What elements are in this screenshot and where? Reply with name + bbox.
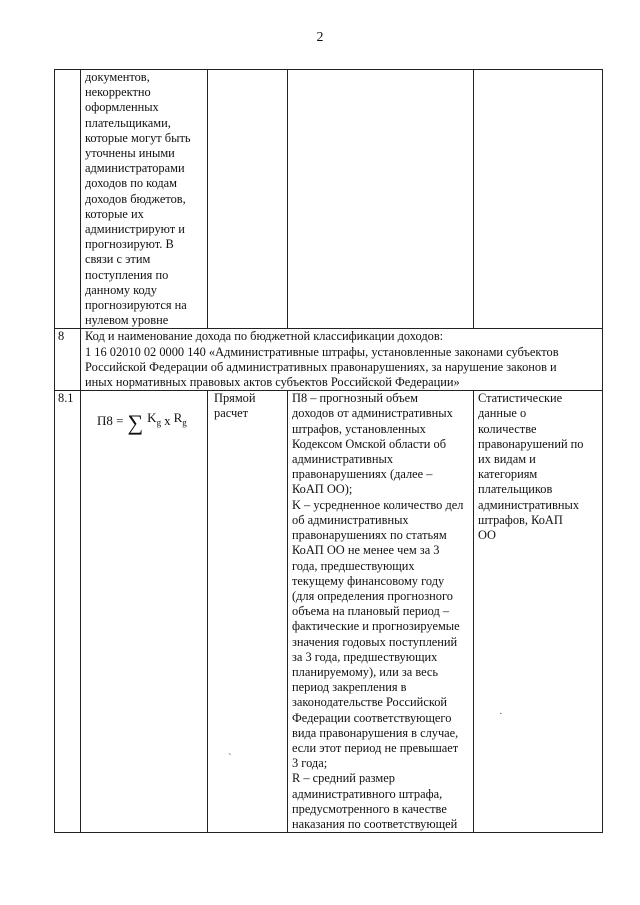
section-number: 8: [58, 329, 65, 344]
income-methods-table: [54, 69, 603, 833]
method-text: Прямой расчет: [214, 391, 256, 421]
formula-k: $K_g$: [147, 410, 162, 428]
cell-number-empty: [55, 70, 81, 329]
cell-method-empty: [208, 70, 288, 329]
formula-r: $R_g$: [173, 410, 187, 428]
page-number: 2: [316, 30, 324, 45]
scan-mark: `: [228, 752, 232, 764]
cell-formula: [81, 391, 208, 833]
section-heading-text: Код и наименование дохода по бюджетной классификации доходов: 1 16 02010 02 0000 140 «Административные штрафы, установленные законами субъектов Российской Федерации об административных правонарушениях, за нарушение законов и иных нормативных правовых актов субъектов Российской Федерации»: [85, 329, 559, 390]
cell-section-heading: [81, 329, 603, 391]
name-continuation-text: документов, некорректно оформленных плательщиками, которые могут быть уточнены иными администраторами доходов по кодам доходов бюджетов, которые их администрируют и прогнозируют. В связи с этим поступления по данному коду прогнозируются на нулевом уровне: [85, 70, 191, 328]
table-row-8-1: [55, 391, 603, 833]
sum-symbol: ∑: [127, 409, 144, 435]
cell-source-empty: [474, 70, 603, 329]
formula-times: x: [164, 413, 171, 429]
table-row-section-8: [55, 329, 603, 391]
description-text: П8 – прогнозный объем доходов от административных штрафов, установленных Кодексом Омской области об административных правонарушениях (далее – КоАП ОО); K – усредненное количество дел об административных правонарушениях по статьям КоАП ОО не менее чем за 3 года, предшествующих текущему финансовому году (для определения прогнозного объема на плановый период – фактические и прогнозируемые значения годовых поступлений за 3 года, предшествующих планируемому), или за весь период закрепления в законодательстве Российской Федерации соответствующего вида правонарушения в случае, если этот период не превышает 3 года; R – средний размер административного штрафа, предусмотренного в качестве наказания по соответствующей: [292, 391, 464, 831]
cell-name-continuation: [81, 70, 208, 329]
formula: [85, 391, 203, 435]
cell-description-empty: [288, 70, 474, 329]
cell-source: [474, 391, 603, 833]
source-text: Статистические данные о количестве правонарушений по их видам и категориям плательщиков административных штрафов, КоАП ОО: [478, 391, 584, 543]
scan-dot: ·: [499, 708, 503, 720]
cell-description: [288, 391, 474, 833]
cell-method: [208, 391, 288, 833]
table-row-continuation: [55, 70, 603, 329]
formula-lhs: П8 =: [97, 413, 124, 429]
cell-row-number: [55, 391, 81, 833]
row-number: 8.1: [58, 391, 74, 406]
cell-section-number: [55, 329, 81, 391]
